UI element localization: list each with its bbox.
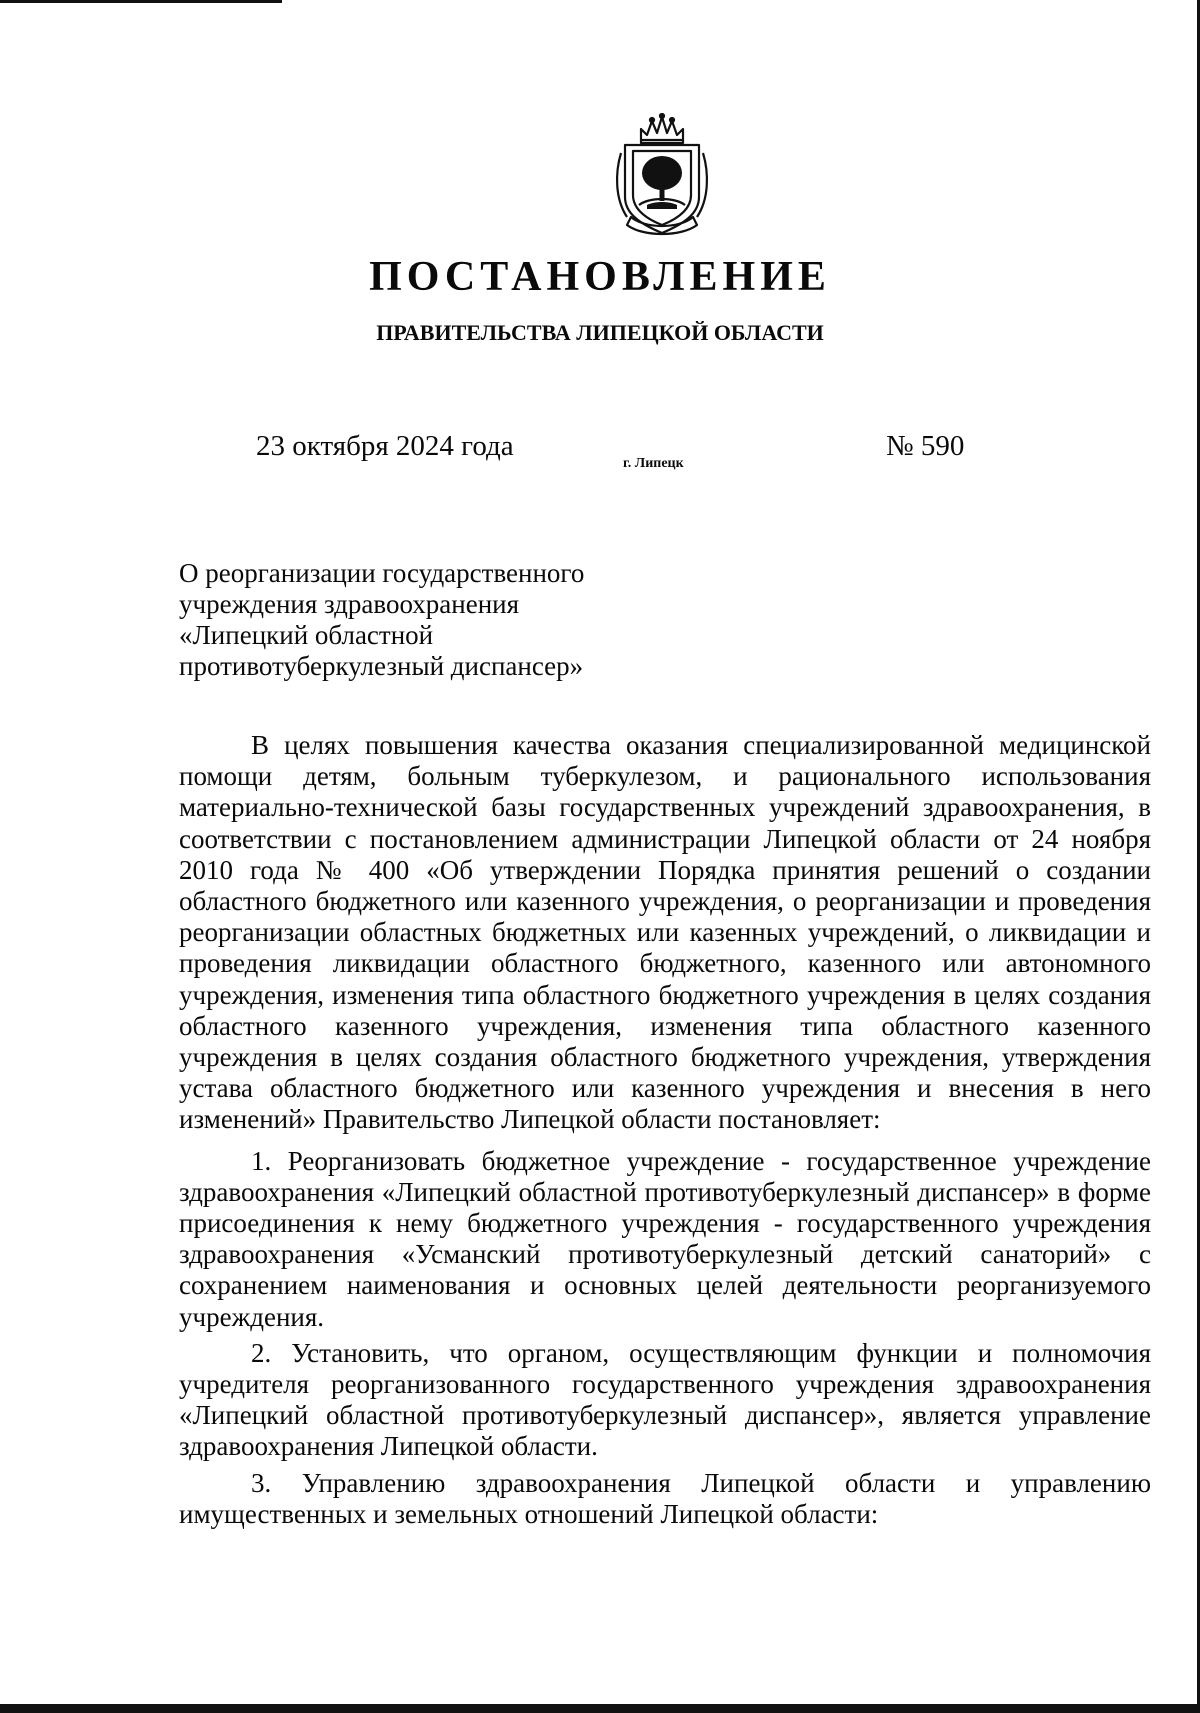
document-title: ПОСТАНОВЛЕНИЕ [369, 254, 831, 300]
clause-paragraph: 2. Установить, что органом, осуществляющим функции и полномочия учредителя реорганизованного государственного учреждения здравоохранения «Липецкий областной противотуберкулезный диспансер», является управление здравоохранения Липецкой области. [179, 1337, 1151, 1462]
subject-line: О реорганизации государственного [179, 558, 585, 588]
clause-paragraph: 1. Реорганизовать бюджетное учреждение - государственное учреждение здравоохранения «Липецкий областной противотуберкулезный диспансер» в форме присоединения к нему бюджетного учреждения - государственного учреждения здравоохранения «Усманский противотуберкулезный детский санаторий» с сохранением наименования и основных целей деятельности реорганизуемого учреждения. [179, 1145, 1151, 1332]
subject-line: «Липецкий областной [179, 620, 434, 650]
document-body [179, 730, 1151, 1530]
clause-paragraph: 3. Управлению здравоохранения Липецкой области и управлению имущественных и земельных отношений Липецкой области: [179, 1467, 1151, 1529]
document-city: г. Липецк [623, 456, 684, 471]
preamble-paragraph: В целях повышения качества оказания специализированной медицинской помощи детям, больным туберкулезом, и рационального использования материально-технической базы государственных учреждений здравоохранения, в соответствии с постановлением администрации Липецкой области от 24 ноября 2010 года № 400 «Об утверждении Порядка принятия решений о создании областного бюджетного или казенного учреждения, о реорганизации и проведения реорганизации областных бюджетных или казенных учреждений, о ликвидации и проведения ликвидации областного бюджетного, казенного или автономного учреждения, изменения типа областного бюджетного учреждения в целях создания областного казенного учреждения, изменения типа областного казенного учреждения в целях создания областного бюджетного учреждения, утверждения устава областного бюджетного или казенного учреждения и внесения в него изменений» Правительство Липецкой области постановляет: [179, 730, 1151, 1135]
document-subject [179, 558, 719, 682]
subject-line: учреждения здравоохранения [179, 589, 520, 619]
coat-of-arms-icon [611, 113, 713, 239]
document-issuer: ПРАВИТЕЛЬСТВА ЛИПЕЦКОЙ ОБЛАСТИ [376, 320, 824, 345]
document-date: 23 октября 2024 года [256, 430, 514, 462]
scan-edge-top [0, 0, 282, 3]
subject-line: противотуберкулезный диспансер» [179, 651, 584, 681]
scan-edge-bottom [0, 1704, 1200, 1713]
document-number: № 590 [886, 430, 965, 462]
